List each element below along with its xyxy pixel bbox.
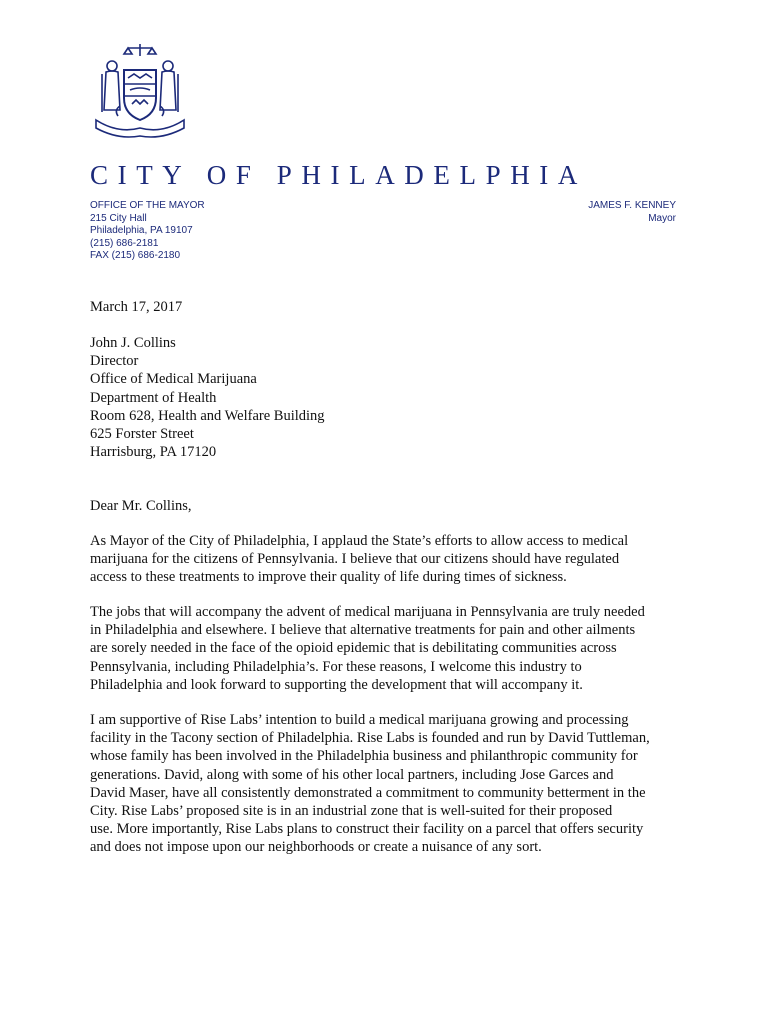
recipient-room: Room 628, Health and Welfare Building <box>90 407 325 424</box>
mayor-title: Mayor <box>648 212 676 224</box>
office-phone: (215) 686-2181 <box>90 237 159 249</box>
paragraph-line: use. More importantly, Rise Labs plans to construct their facility on a parcel that offers security <box>90 821 644 838</box>
paragraph-2 <box>90 603 690 694</box>
paragraph-line: in Philadelphia and elsewhere. I believe that alternative treatments for pain and other ailments <box>90 622 636 639</box>
paragraph-line: generations. David, along with some of his other local partners, including Jose Garces and <box>90 766 614 783</box>
paragraph-3 <box>90 711 690 857</box>
paragraph-line: marijuana for the citizens of Pennsylvania. I believe that our citizens should have regulated <box>90 551 620 568</box>
paragraph-line: Pennsylvania, including Philadelphia’s. For these reasons, I welcome this industry to <box>90 658 582 675</box>
office-name: OFFICE OF THE MAYOR <box>90 200 205 211</box>
recipient-city: Harrisburg, PA 17120 <box>90 444 217 461</box>
paragraph-line: facility in the Tacony section of Philadelphia. Rise Labs is founded and run by David Tuttleman, <box>90 730 650 747</box>
paragraph-line: I am supportive of Rise Labs’ intention to build a medical marijuana growing and processing <box>90 712 629 728</box>
letter-date: March 17, 2017 <box>90 299 183 315</box>
paragraph-line: and does not impose upon our neighborhoods or create a nuisance of any sort. <box>90 839 542 856</box>
city-title: CITY OF PHILADELPHIA <box>90 160 587 190</box>
office-address-block <box>90 200 205 263</box>
mayor-name: JAMES F. KENNEY <box>588 200 676 211</box>
office-fax: FAX (215) 686-2180 <box>90 250 181 261</box>
paragraph-line: access to these treatments to improve their quality of life during times of sickness. <box>90 569 567 586</box>
city-seal-icon <box>88 40 192 144</box>
paragraph-line: City. Rise Labs’ proposed site is in an industrial zone that is well-suited for their proposed <box>90 803 613 820</box>
paragraph-1 <box>90 532 690 587</box>
paragraph-line: As Mayor of the City of Philadelphia, I applaud the State’s efforts to allow access to medical <box>90 533 629 549</box>
paragraph-line: whose family has been involved in the Philadelphia business and philanthropic community for <box>90 748 638 765</box>
mayor-block <box>588 200 676 225</box>
recipient-office: Office of Medical Marijuana <box>90 371 257 388</box>
recipient-department: Department of Health <box>90 389 217 406</box>
paragraph-line: The jobs that will accompany the advent of medical marijuana in Pennsylvania are truly needed <box>90 604 645 620</box>
recipient-street: 625 Forster Street <box>90 426 194 443</box>
office-city: Philadelphia, PA 19107 <box>90 225 193 236</box>
office-street: 215 City Hall <box>90 212 147 224</box>
paragraph-line: are sorely needed in the face of the opioid epidemic that is debilitating communities across <box>90 640 617 657</box>
recipient-address <box>90 334 690 461</box>
recipient-title: Director <box>90 353 139 370</box>
paragraph-line: Philadelphia and look forward to supporting the development that will accompany it. <box>90 676 583 693</box>
recipient-name: John J. Collins <box>90 335 176 351</box>
paragraph-line: David Maser, have all consistently demonstrated a commitment to community betterment in the <box>90 784 646 801</box>
salutation: Dear Mr. Collins, <box>90 498 192 514</box>
